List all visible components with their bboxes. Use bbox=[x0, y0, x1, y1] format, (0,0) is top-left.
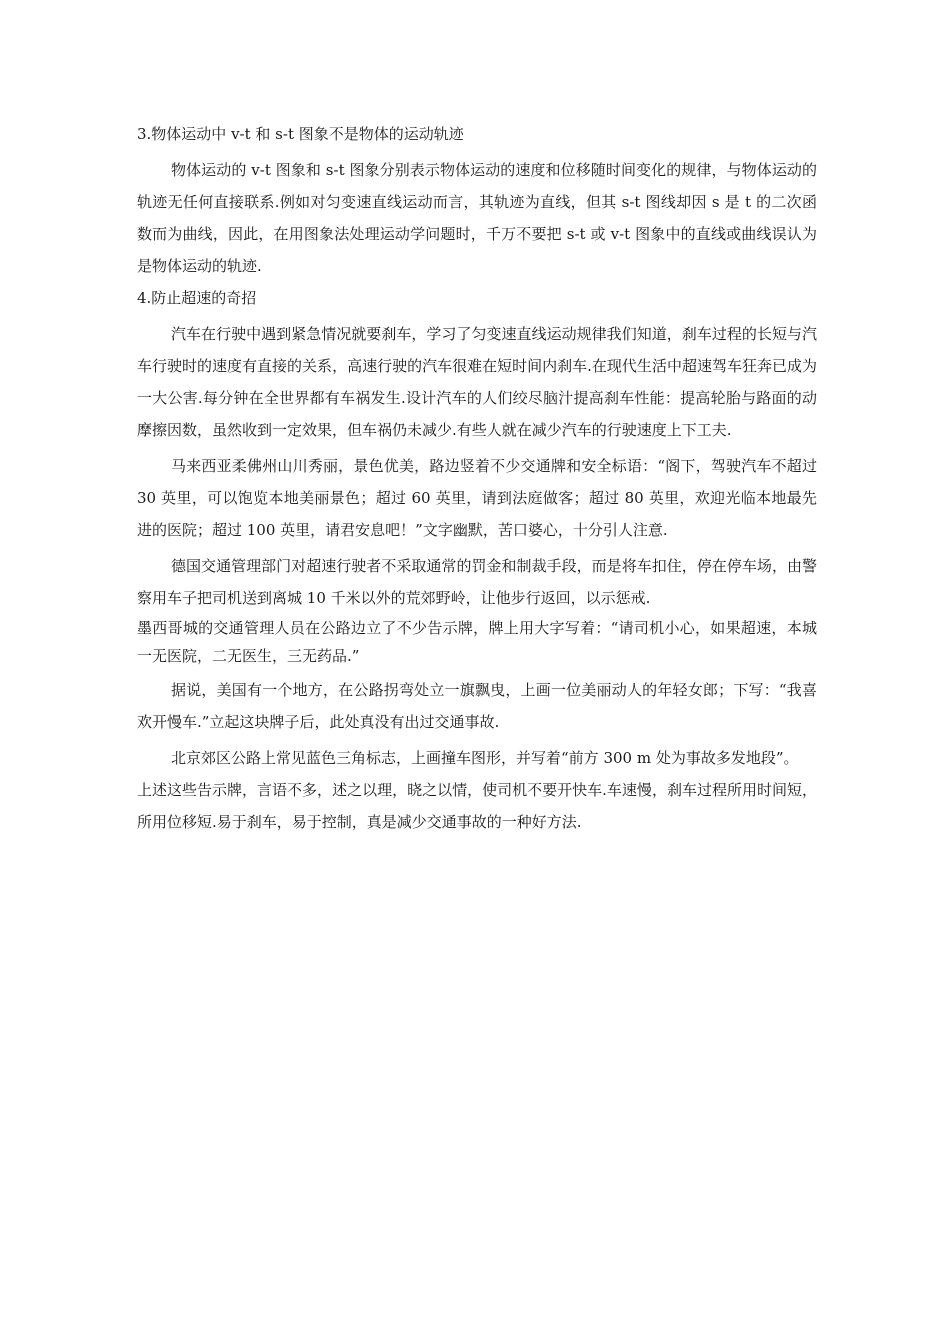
section-4-heading: 4.防止超速的奇招 bbox=[137, 289, 257, 307]
document-page bbox=[137, 118, 817, 838]
section-4-paragraph-7: 上述这些告示牌，言语不多，述之以理，晓之以情，使司机不要开快车.车速慢，刹车过程所用时间短，所用位移短.易于刹车，易于控制，真是减少交通事故的一种好方法. bbox=[137, 781, 817, 831]
section-4-paragraph-3: 德国交通管理部门对超速行驶者不采取通常的罚金和制裁手段，而是将车扣住，停在停车场，由警察用车子把司机送到离城 10 千米以外的荒郊野岭，让他步行返回，以示惩戒. bbox=[137, 557, 817, 607]
section-4-paragraph-6: 北京郊区公路上常见蓝色三角标志，上画撞车图形，并写着“前方 300 m 处为事故多发地段”。 bbox=[171, 749, 799, 767]
section-4-paragraph-1: 汽车在行驶中遇到紧急情况就要刹车，学习了匀变速直线运动规律我们知道，刹车过程的长短与汽车行驶时的速度有直接的关系，高速行驶的汽车很难在短时间内刹车.在现代生活中超速驾车狂奔已成为一大公害.每分钟在全世界都有车祸发生.设计汽车的人们绞尽脑汁提高刹车性能：提高轮胎与路面的动摩擦因数，虽然收到一定效果，但车祸仍未减少.有些人就在减少汽车的行驶速度上下工夫. bbox=[137, 325, 817, 439]
section-3-heading: 3.物体运动中 v-t 和 s-t 图象不是物体的运动轨迹 bbox=[137, 125, 464, 143]
section-4-paragraph-4: 墨西哥城的交通管理人员在公路边立了不少告示牌，牌上用大字写着：“请司机小心，如果超速，本城一无医院，二无医生，三无药品.” bbox=[137, 619, 817, 665]
section-4-paragraph-5: 据说，美国有一个地方，在公路拐弯处立一旗飘曳，上画一位美丽动人的年轻女郎；下写：“我喜欢开慢车.”立起这块牌子后，此处真没有出过交通事故. bbox=[137, 681, 817, 731]
section-4-paragraph-2: 马来西亚柔佛州山川秀丽，景色优美，路边竖着不少交通牌和安全标语：“阁下，驾驶汽车不超过 30 英里，可以饱览本地美丽景色；超过 60 英里，请到法庭做客；超过 80 英里，欢迎光临本地最先进的医院；超过 100 英里，请君安息吧！”文字幽默，苦口婆心，十分引人注意. bbox=[137, 457, 817, 539]
section-3-paragraph-1: 物体运动的 v-t 图象和 s-t 图象分别表示物体运动的速度和位移随时间变化的规律，与物体运动的轨迹无任何直接联系.例如对匀变速直线运动而言，其轨迹为直线，但其 s-t 图线却因 s 是 t 的二次函数而为曲线，因此，在用图象法处理运动学问题时，千万不要把 s-t 或 v-t 图象中的直线或曲线误认为是物体运动的轨迹. bbox=[137, 161, 817, 275]
